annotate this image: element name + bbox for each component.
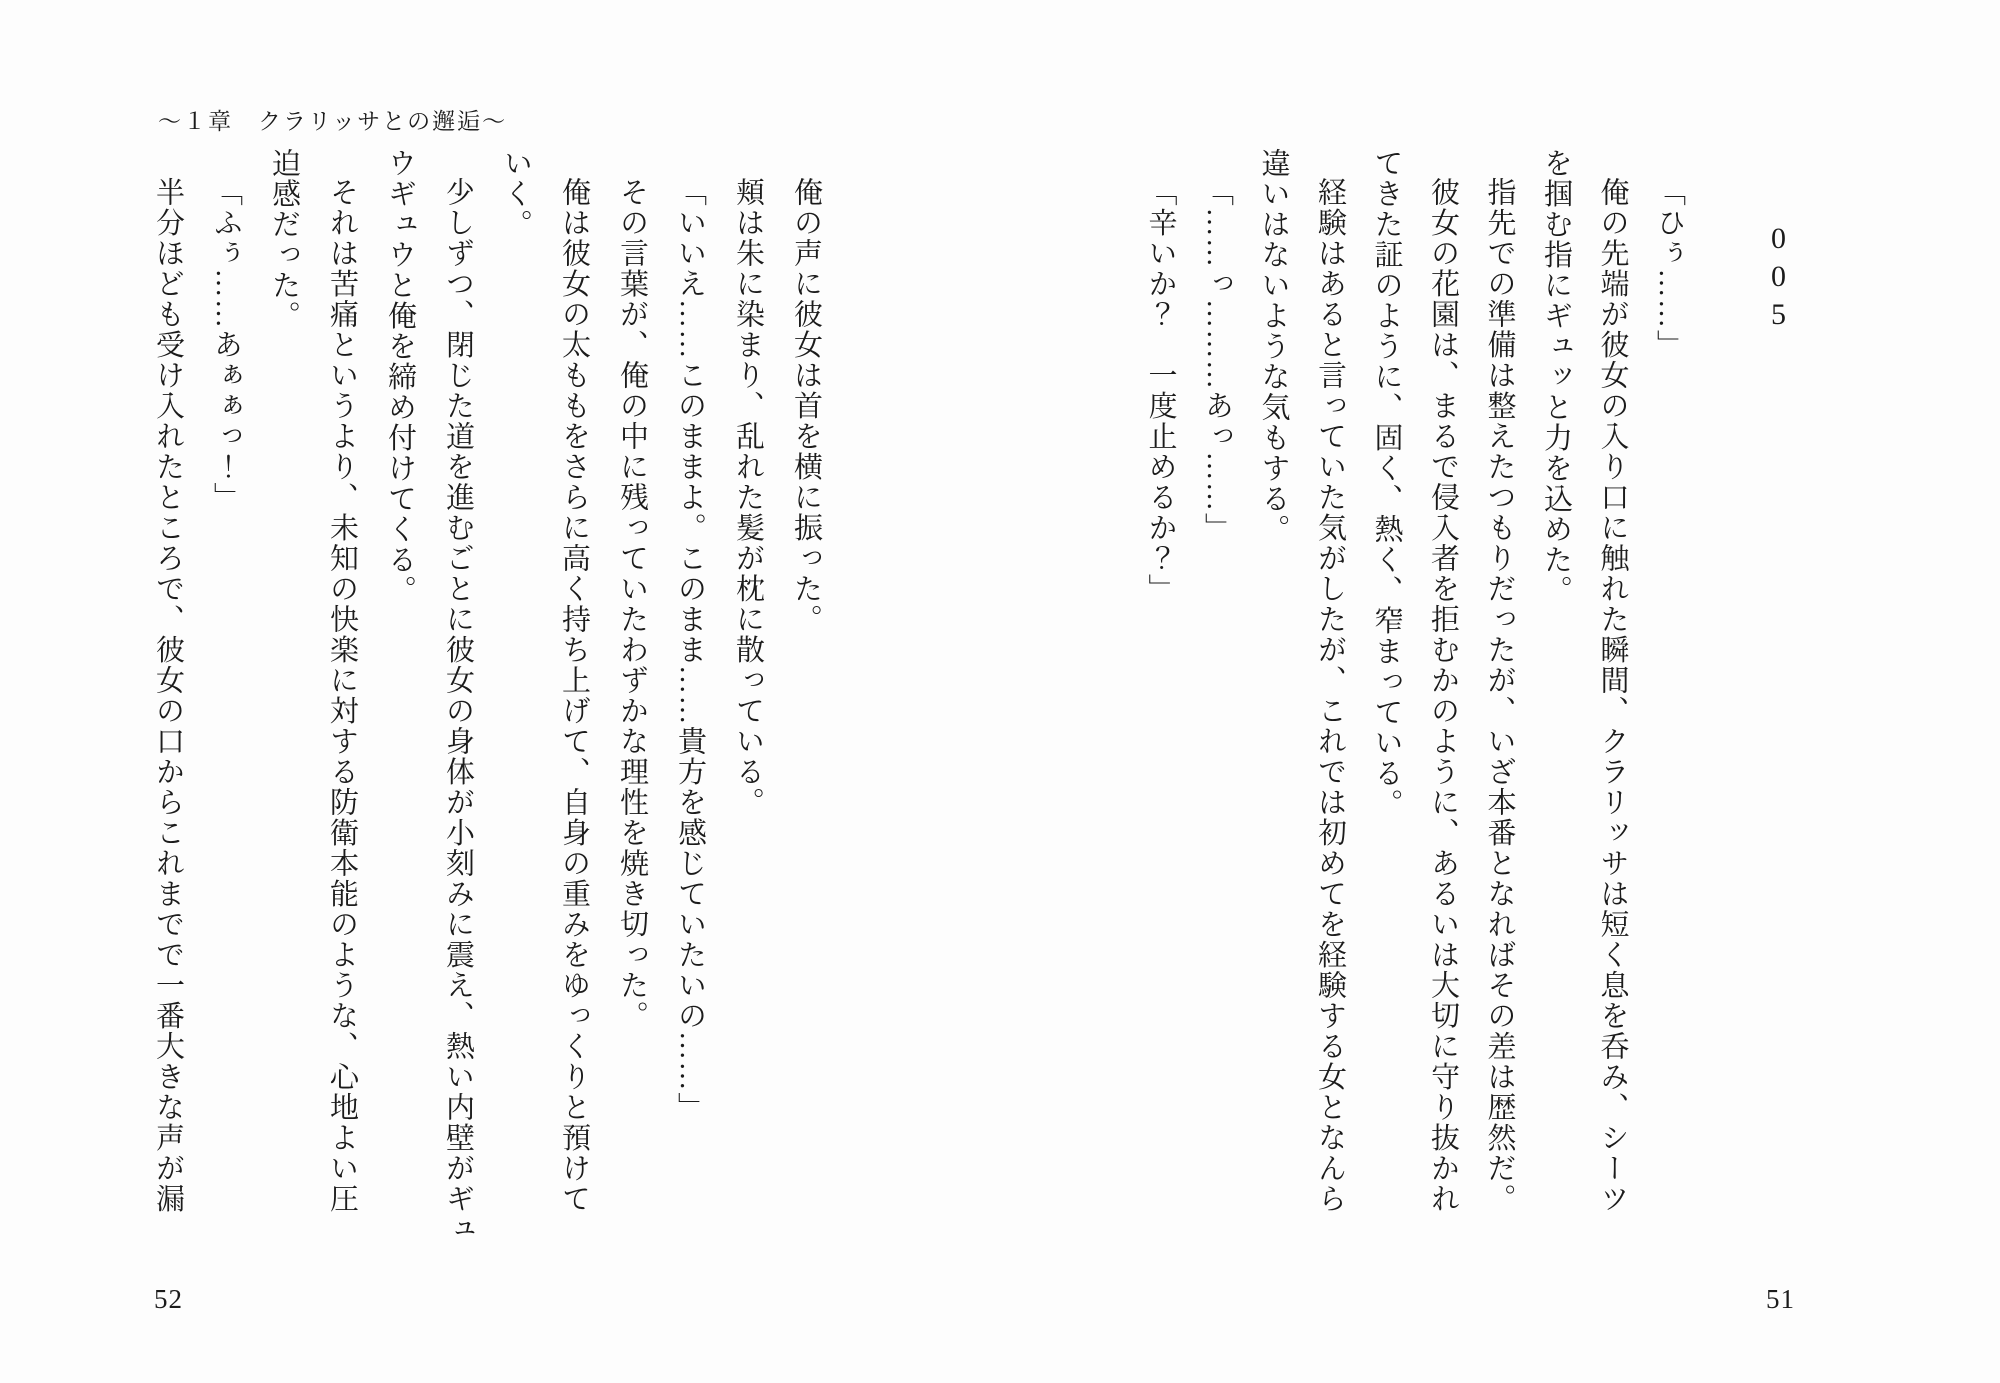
text-line: 「ひぅ……」: [1653, 177, 1685, 360]
text-line: いく。: [500, 148, 532, 240]
page-number-left: 52: [154, 1284, 183, 1314]
left-page-text-block: [139, 148, 835, 1263]
text-line: 経験はあると言っていた気がしたが、これでは初めてを経験する女となんら: [1314, 177, 1346, 1214]
text-line: 「辛いか？ 一度止めるか？」: [1144, 177, 1177, 604]
page-number-right: 51: [1766, 1284, 1795, 1314]
text-line: 俺の声に彼女は首を横に振った。: [790, 177, 822, 635]
text-line: 指先での準備は整えたつもりだったが、いざ本番となればその差は歴然だ。: [1483, 177, 1516, 1214]
chapter-header: 〜１章 クラリッサとの邂逅〜: [158, 109, 508, 134]
text-line: その言葉が、俺の中に残っていたわずかな理性を焼き切った。: [616, 177, 648, 1031]
text-line: 少しずつ、閉じた道を進むごとに彼女の身体が小刻みに震え、熱い内壁がギュ: [442, 177, 474, 1245]
text-line: 「ふぅ……あぁぁっ！」: [210, 177, 242, 513]
text-line: 半分ほども受け入れたところで、彼女の口からこれまでで一番大きな声が漏: [152, 177, 184, 1214]
text-line: 俺は彼女の太ももをさらに高く持ち上げて、自身の重みをゆっくりと預けて: [558, 177, 590, 1214]
text-line: 違いはないような気もする。: [1257, 148, 1290, 545]
text-line: てきた証のように、固く、熱く、窄まっている。: [1370, 148, 1403, 819]
text-line: を掴む指にギュッと力を込めた。: [1540, 148, 1572, 606]
section-number: 005: [1762, 222, 1795, 336]
text-line: 彼女の花園は、まるで侵入者を拒むかのように、あるいは大切に守り抜かれ: [1427, 177, 1459, 1214]
text-line: 迫感だった。: [268, 148, 300, 331]
text-line: 「いいえ……このままよ。このまま……貴方を感じていたいの……」: [674, 177, 706, 1123]
text-line: それは苦痛というより、未知の快楽に対する防衛本能のような、心地よい圧: [326, 177, 358, 1214]
text-line: ウギュウと俺を締め付けてくる。: [384, 148, 416, 606]
text-line: 「……っ………あっ……」: [1201, 177, 1233, 543]
text-line: 頬は朱に染まり、乱れた髪が枕に散っている。: [732, 177, 764, 818]
text-line: 俺の先端が彼女の入り口に触れた瞬間、クラリッサは短く息を呑み、シーツ: [1596, 177, 1629, 1214]
right-page-text-block: [1132, 148, 1697, 1263]
